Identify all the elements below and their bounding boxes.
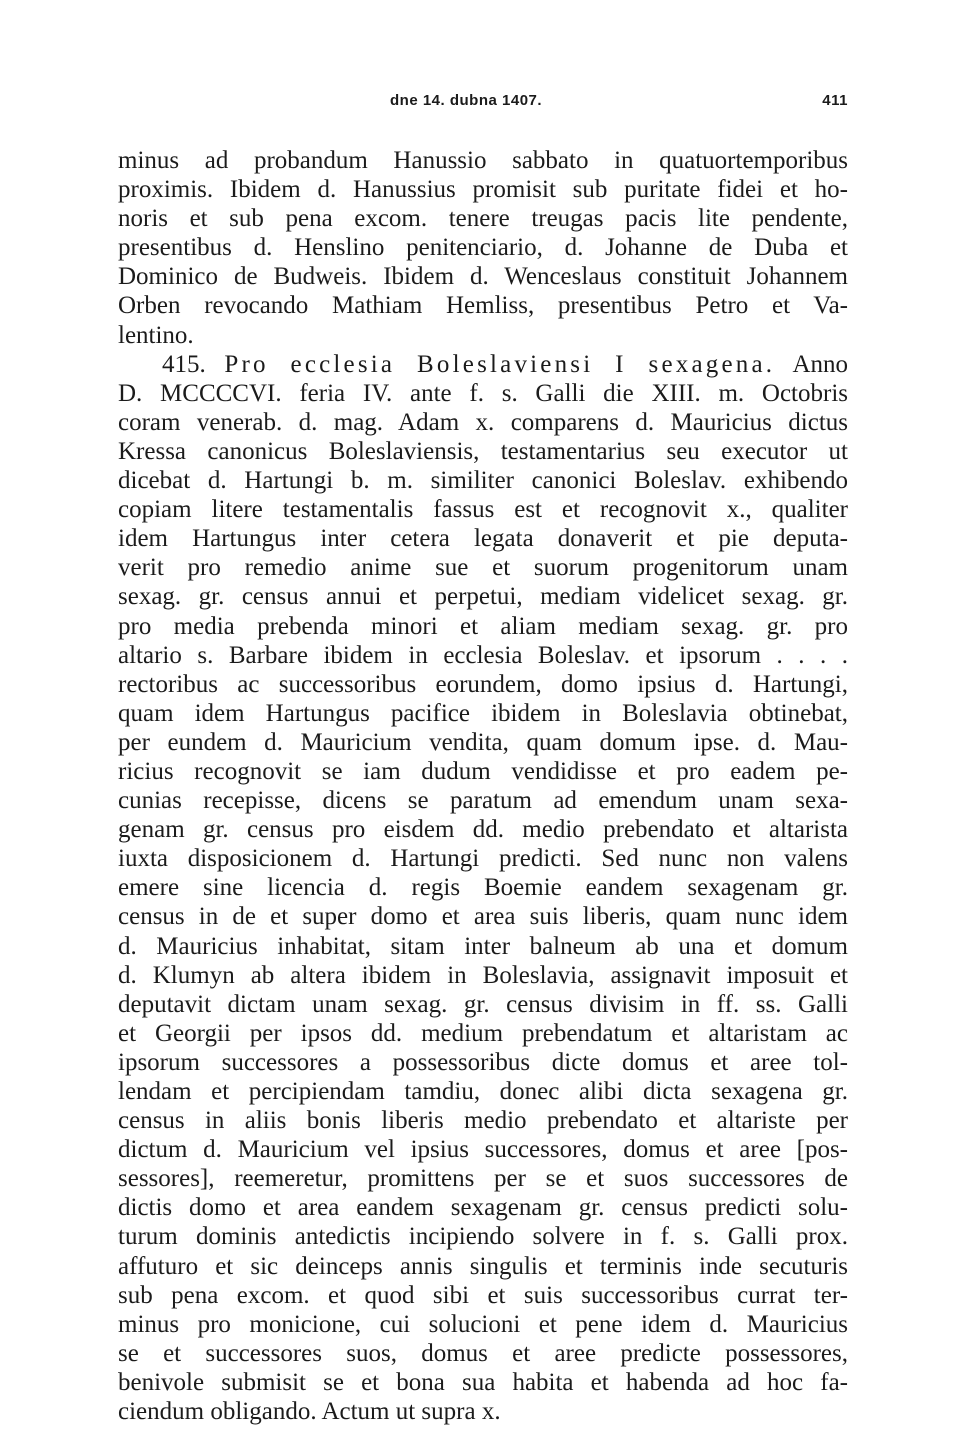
text-line: lendam et percipiendam tamdiu, donec alibi dicta sexagena gr. [118,1078,848,1105]
text-line: minus ad probandum Hanussio sabbato in quatuortemporibus [118,147,848,174]
entry-heading: Pro ecclesia Boleslaviensi I sexagena. [224,350,776,378]
text-line: et Georgii per ipsos dd. medium prebendatum et altaristam ac [118,1019,848,1047]
text-line: sessores], reemeretur, promittens per se et suos successores de [118,1165,848,1193]
text-line: noris et sub pena excom. tenere treugas pacis lite pendente, [118,205,848,233]
text-line: copiam litere testamentalis fassus est et recognovit x., qualiter [118,496,848,524]
body-text [118,146,848,1426]
text-line: per eundem d. Mauricium vendita, quam domum ipse. d. Mau- [118,728,848,756]
text-line: rectoribus ac successoribus eorundem, domo ipsius d. Hartungi, [118,670,848,698]
text-line: deputavit dictam unam sexag. gr. census divisim in ff. ss. Galli [118,990,848,1018]
text-line: cunias recepisse, dicens se paratum ad emendum unam sexa- [118,787,848,815]
text-line: D. MCCCCVI. feria IV. ante f. s. Galli die XIII. m. Octobris [118,379,848,407]
text-line: d. Mauricius inhabitat, sitam inter balneum ab una et domum [118,932,848,960]
text-line: se et successores suos, domus et aree predicte possessores, [118,1339,848,1367]
text-line: presentibus d. Henslino penitenciario, d. Johanne de Duba et [118,234,848,262]
text-line: iuxta disposicionem d. Hartungi predicti. Sed nunc non valens [118,845,848,873]
text-line: Kressa canonicus Boleslaviensis, testamentarius seu executor ut [118,437,848,465]
text-line: census in de et super domo et area suis liberis, quam nunc idem [118,903,848,931]
text-line: turum dominis antedictis incipiendo solvere in f. s. Galli prox. [118,1223,848,1251]
page-number: 411 [822,92,848,109]
text-line: d. Klumyn ab altera ibidem in Boleslavia, assignavit imposuit et [118,961,848,989]
text-line: altario s. Barbare ibidem in ecclesia Boleslav. et ipsorum . . . . [118,641,848,669]
text-line: proximis. Ibidem d. Hanussius promisit sub puritate fidei et ho- [118,176,848,204]
text-line: pro media prebenda minori et aliam mediam sexag. gr. pro [118,612,848,640]
text-line: quam idem Hartungus pacifice ibidem in Boleslavia obtinebat, [118,699,848,727]
text-line: minus pro monicione, cui solucioni et pene idem d. Mauricius [118,1310,848,1338]
text-line: census in aliis bonis liberis medio prebendato et altariste per [118,1107,848,1135]
text-line: Dominico de Budweis. Ibidem d. Wenceslaus constituit Johannem [118,263,848,291]
text-line: ciendum obligando. Actum ut supra x. [118,1398,501,1426]
text-line: genam gr. census pro eisdem dd. medio prebendato et altarista [118,816,848,844]
text-line: idem Hartungus inter cetera legata donaverit et pie deputa- [118,525,848,553]
text-line: benivole submisit se et bona sua habita et habenda ad hoc fa- [118,1368,848,1396]
text-line: affuturo et sic deinceps annis singulis et terminis inde secuturis [118,1252,848,1280]
entry-number: 415. [162,350,206,378]
text-line: dictis domo et area eandem sexagenam gr. census predicti solu- [118,1194,848,1222]
text-line: lentino. [118,321,194,349]
text-line: ricius recognovit se iam dudum vendidisse et pro eadem pe- [118,757,848,785]
text-line: ipsorum successores a possessoribus dicte domus et aree tol- [118,1048,848,1076]
running-head-title: dne 14. dubna 1407. [390,92,543,109]
text-line: dicebat d. Hartungi b. m. similiter canonici Boleslav. exhibendo [118,467,848,495]
text-line: Orben revocando Mathiam Hemliss, presentibus Petro et Va- [118,292,848,320]
text-line: sub pena excom. et quod sibi et suis successoribus currat ter- [118,1281,848,1309]
text-line: coram venerab. d. mag. Adam x. comparens d. Mauricius dictus [118,408,848,436]
text-line: emere sine licencia d. regis Boemie eandem sexagenam gr. [118,874,848,902]
text-line: verit pro remedio anime sue et suorum progenitorum unam [118,554,848,582]
text-line: dictum d. Mauricium vel ipsius successores, domus et aree [pos- [118,1136,848,1164]
entry-heading-continuation: Anno [792,350,849,378]
text-line: sexag. gr. census annui et perpetui, mediam videlicet sexag. gr. [118,583,848,611]
running-head [118,92,848,114]
entry-heading-line [118,350,848,379]
